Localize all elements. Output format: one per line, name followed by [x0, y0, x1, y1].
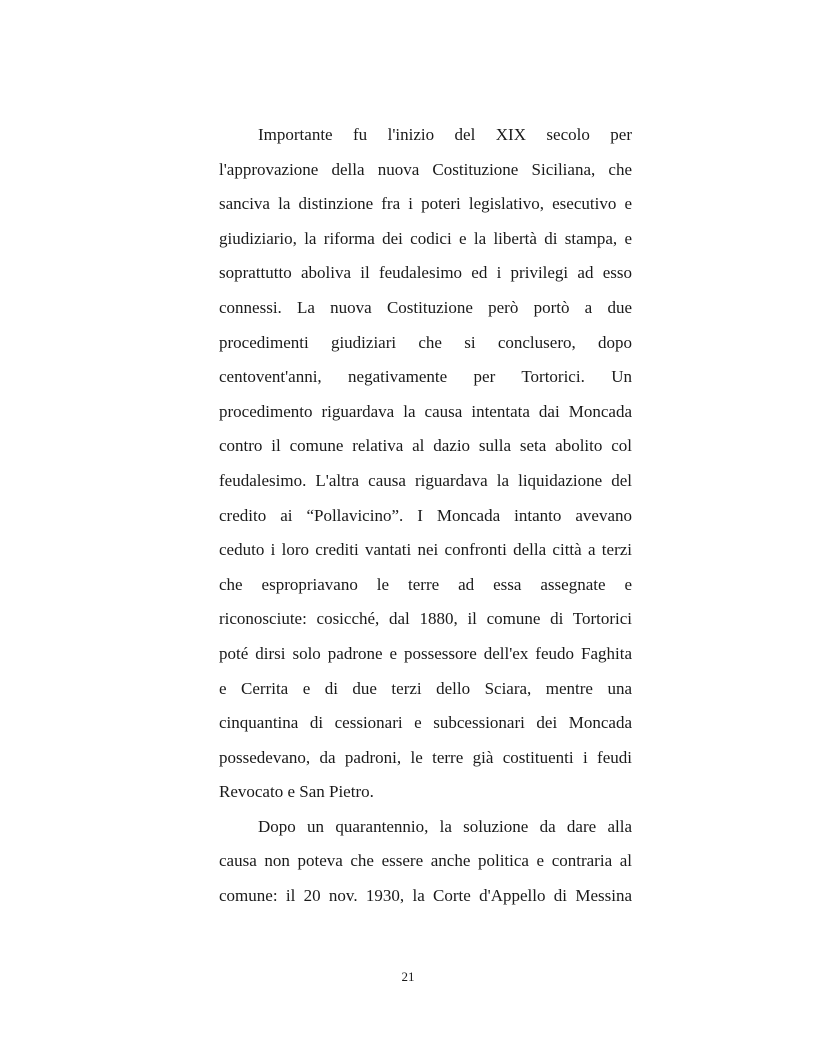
paragraph-1-line: procedimenti giudiziari che si conclusero, dopo [219, 332, 632, 352]
page-number: 21 [401, 969, 415, 984]
paragraph-1-line: soprattutto aboliva il feudalesimo ed i privilegi ad esso [219, 263, 632, 283]
paragraph-1-line: e Cerrita e di due terzi dello Sciara, mentre una [219, 678, 632, 698]
paragraph-1-line: credito ai “Pollavicino”. I Moncada intanto avevano [219, 505, 632, 525]
paragraph-1-line: giudiziario, la riforma dei codici e la libertà di stampa, e [219, 228, 632, 248]
paragraph-1-line: sanciva la distinzione fra i poteri legislativo, esecutivo e [219, 194, 632, 214]
paragraph-1-line: l'approvazione della nuova Costituzione Siciliana, che [219, 159, 632, 179]
paragraph-1-line: possedevano, da padroni, le terre già costituenti i feudi [219, 747, 632, 767]
paragraph-1-line: poté dirsi solo padrone e possessore dell'ex feudo Faghita [219, 643, 632, 663]
paragraph-1-line: che espropriavano le terre ad essa assegnate e [219, 574, 632, 594]
paragraph-1-line: procedimento riguardava la causa intentata dai Moncada [219, 401, 632, 421]
body-text [219, 118, 632, 914]
paragraph-1-line: Revocato e San Pietro. [219, 782, 374, 802]
paragraph-1-line: cinquantina di cessionari e subcessionari dei Moncada [219, 713, 632, 733]
paragraph-1-line: centovent'anni, negativamente per Tortorici. Un [219, 367, 632, 387]
paragraph-1-line: Importante fu l'inizio del XIX secolo per [258, 125, 632, 144]
paragraph-1-line: riconosciute: cosicché, dal 1880, il comune di Tortorici [219, 609, 632, 629]
paragraph-2-line: comune: il 20 nov. 1930, la Corte d'Appello di Messina [219, 886, 632, 906]
paragraph-2-line: Dopo un quarantennio, la soluzione da dare alla [258, 816, 632, 836]
paragraph-1-line: feudalesimo. L'altra causa riguardava la liquidazione del [219, 470, 632, 490]
paragraph-1-line: ceduto i loro crediti vantati nei confronti della città a terzi [219, 540, 632, 560]
paragraph-2-line: causa non poteva che essere anche politica e contraria al [219, 851, 632, 871]
paragraph-1-line: contro il comune relativa al dazio sulla seta abolito col [219, 436, 632, 456]
paragraph-1-line: connessi. La nuova Costituzione però portò a due [219, 297, 632, 317]
